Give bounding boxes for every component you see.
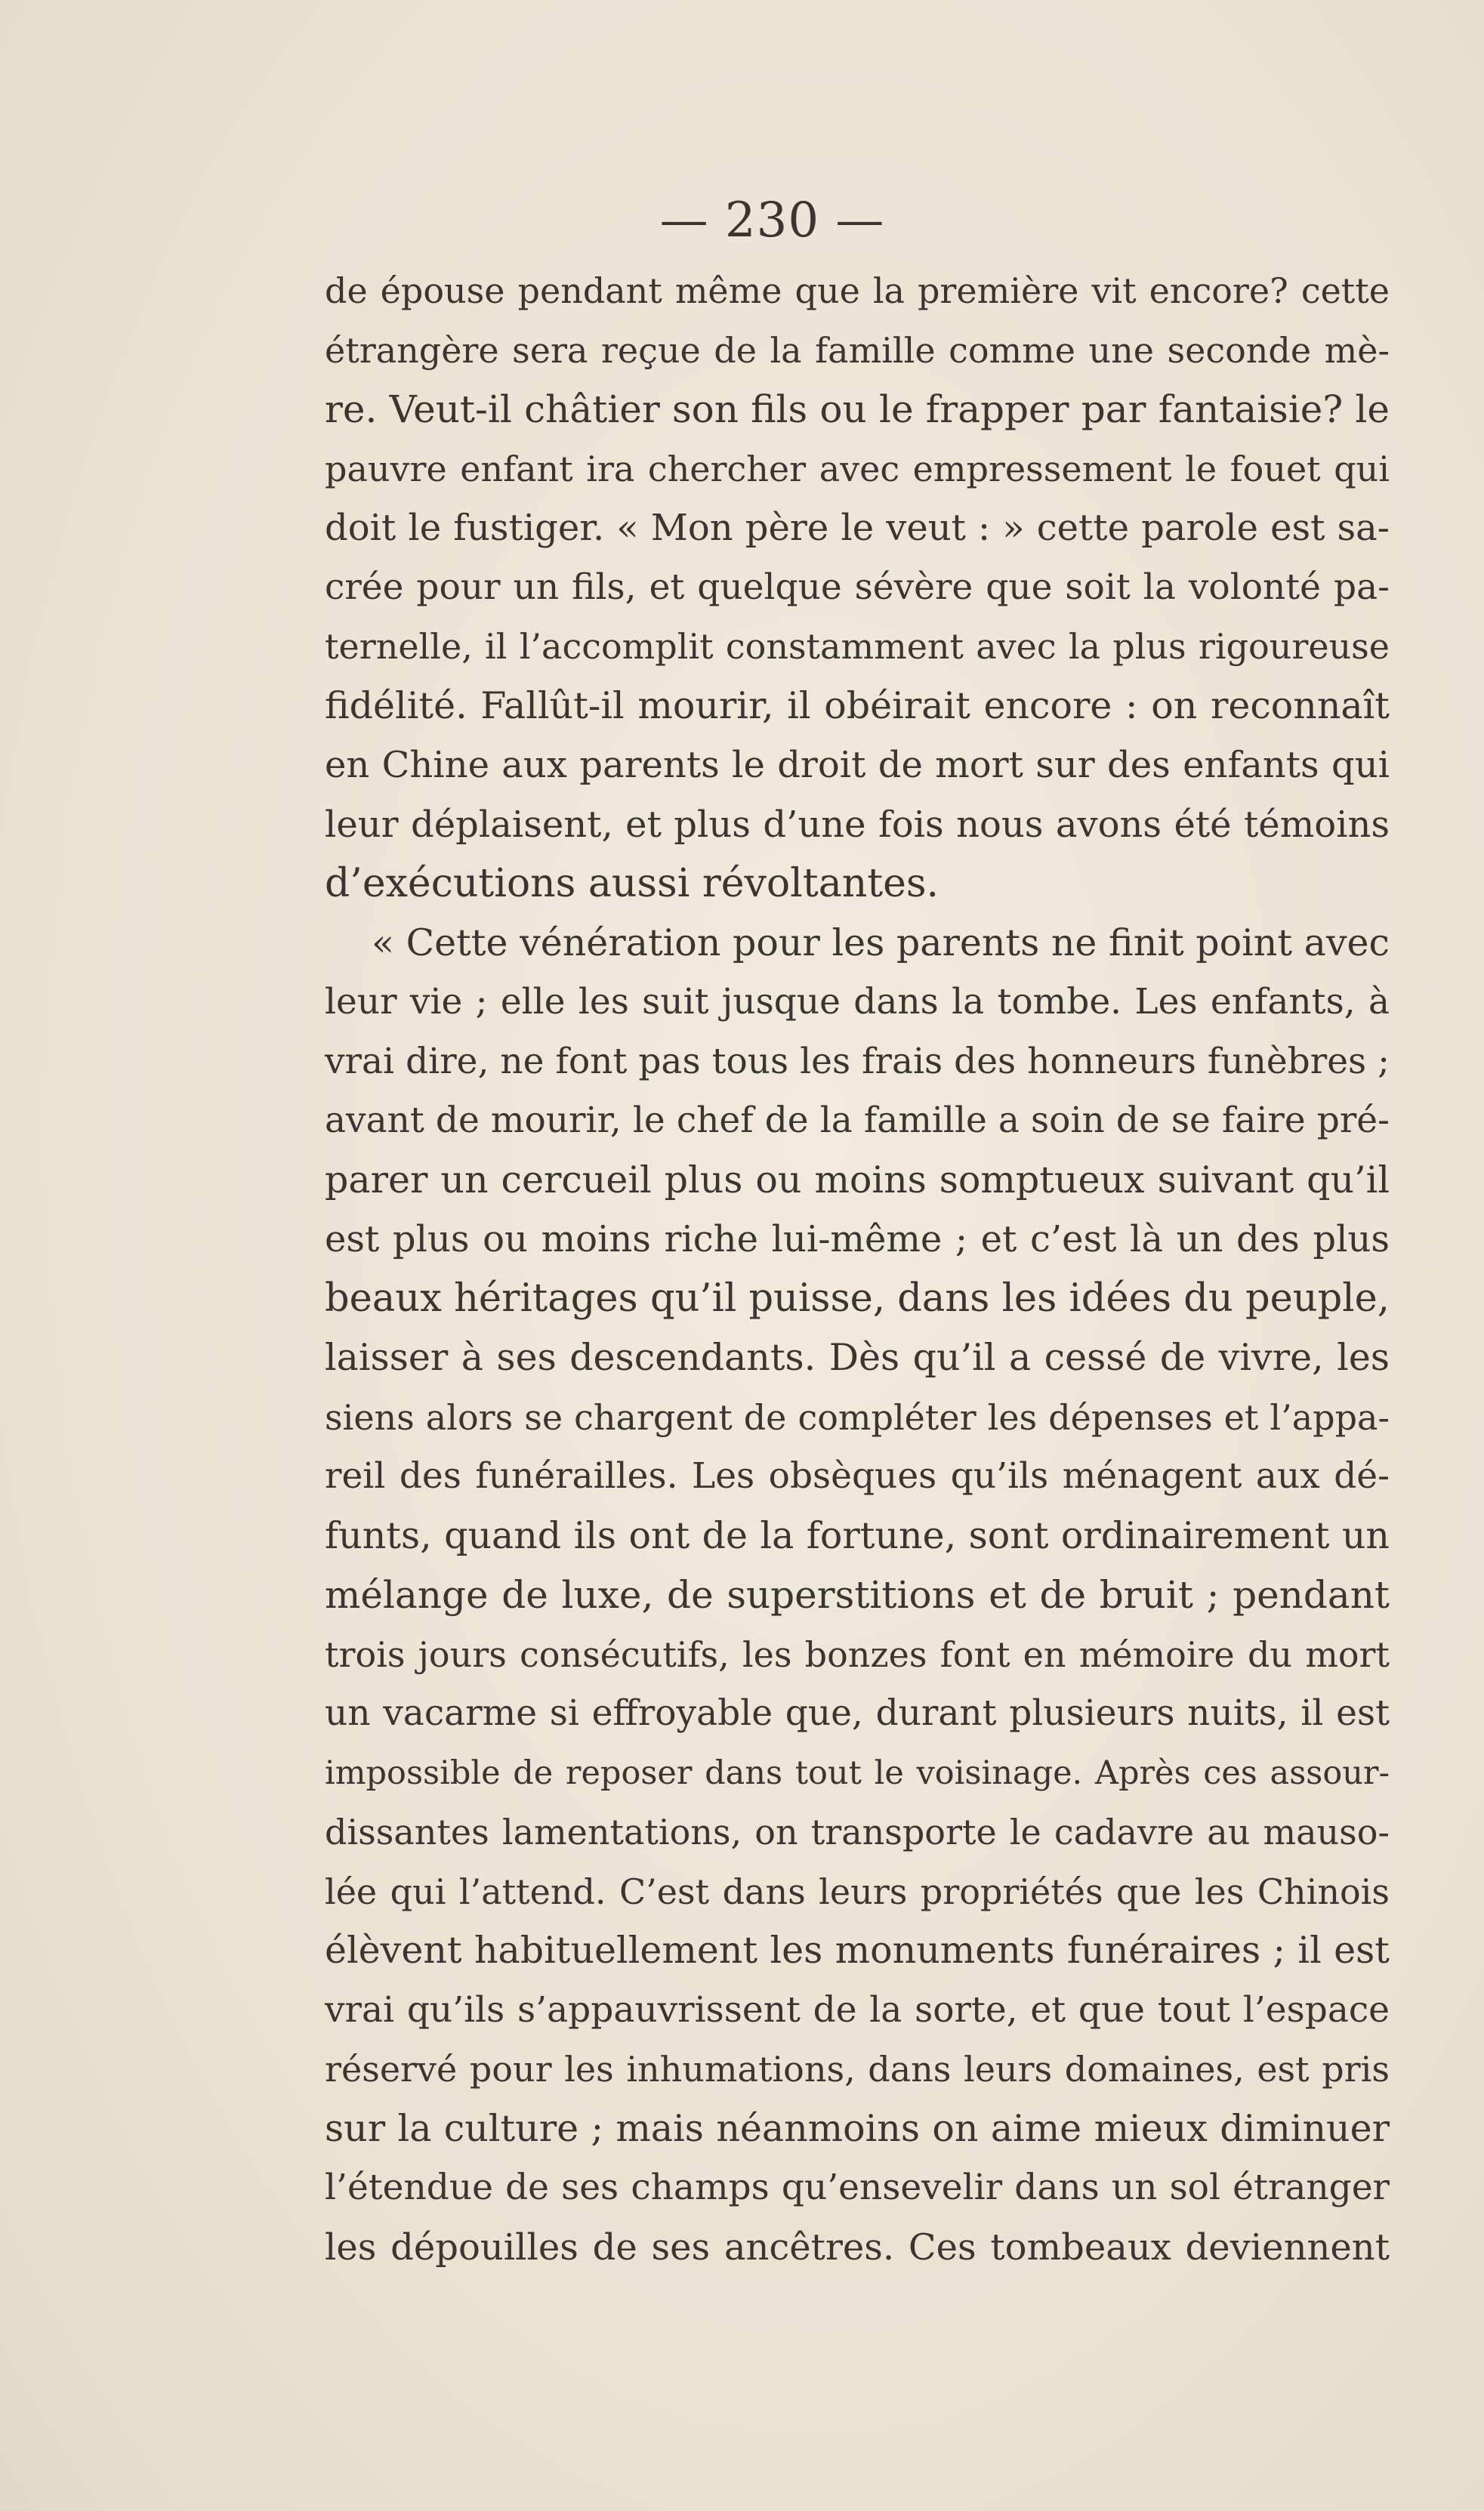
text-line: vrai dire, ne font pas tous les frais des honneurs funèbres ;: [325, 1040, 1390, 1082]
body-text: [325, 261, 1390, 2277]
text-line: sur la culture ; mais néanmoins on aime mieux diminuer: [325, 2106, 1390, 2150]
text-line: un vacarme si effroyable que, durant plusieurs nuits, il est: [325, 1692, 1390, 1734]
text-line: laisser à ses descendants. Dès qu’il a cessé de vivre, les: [325, 1336, 1390, 1379]
text-line: de épouse pendant même que la première vit encore? cette: [325, 270, 1390, 311]
text-line: impossible de reposer dans tout le voisinage. Après ces assour-: [325, 1754, 1390, 1792]
text-line: réservé pour les inhumations, dans leurs domaines, est pris: [325, 2049, 1390, 2090]
text-line: élèvent habituellement les monuments funéraires ; il est: [325, 1929, 1390, 1972]
paragraph-start-line: « Cette vénération pour les parents ne finit point avec: [372, 921, 1390, 964]
text-line: en Chine aux parents le droit de mort sur des enfants qui: [325, 744, 1390, 786]
text-line: trois jours consécutifs, les bonzes font en mémoire du mort: [325, 1633, 1390, 1675]
text-line: mélange de luxe, de superstitions et de bruit ; pendant: [325, 1573, 1390, 1617]
text-line: dissantes lamentations, on transporte le cadavre au mauso-: [325, 1812, 1390, 1852]
text-line: est plus ou moins riche lui-même ; et c’est là un des plus: [325, 1218, 1390, 1260]
text-line: lée qui l’attend. C’est dans leurs propriétés que les Chinois: [325, 1871, 1390, 1912]
text-line: étrangère sera reçue de la famille comme une seconde mè-: [325, 329, 1390, 371]
text-line: parer un cercueil plus ou moins somptueux suivant qu’il: [325, 1158, 1390, 1202]
text-line: pauvre enfant ira chercher avec empressement le fouet qui: [325, 448, 1390, 489]
text-line: l’étendue de ses champs qu’ensevelir dans un sol étranger: [325, 2167, 1390, 2208]
text-line: re. Veut-il châtier son fils ou le frapper par fantaisie? le: [325, 387, 1390, 431]
text-line: fidélité. Fallût-il mourir, il obéirait encore : on reconnaît: [325, 683, 1390, 727]
text-line: les dépouilles de ses ancêtres. Ces tombeaux deviennent: [325, 2226, 1390, 2269]
text-line: siens alors se chargent de compléter les dépenses et l’appa-: [325, 1396, 1390, 1438]
text-line: reil des funérailles. Les obsèques qu’ils ménagent aux dé-: [325, 1455, 1390, 1497]
text-line: ternelle, il l’accomplit constamment avec la plus rigoureuse: [325, 626, 1390, 667]
text-line: leur déplaisent, et plus d’une fois nous avons été témoins: [325, 803, 1390, 846]
text-line: vrai qu’ils s’appauvrissent de la sorte, et que tout l’espace: [325, 1988, 1390, 2031]
text-line: funts, quand ils ont de la fortune, sont ordinairement un: [325, 1513, 1390, 1557]
text-line: avant de mourir, le chef de la famille a soin de se faire pré-: [325, 1100, 1390, 1141]
text-line: d’exécutions aussi révoltantes.: [325, 861, 939, 906]
text-line: doit le fustiger. « Mon père le veut : » cette parole est sa-: [325, 507, 1390, 549]
page-number: — 230 —: [659, 193, 885, 248]
text-line: beaux héritages qu’il puisse, dans les idées du peuple,: [325, 1276, 1390, 1321]
text-line: leur vie ; elle les suit jusque dans la tombe. Les enfants, à: [325, 981, 1390, 1023]
text-line: crée pour un fils, et quelque sévère que soit la volonté pa-: [325, 566, 1390, 608]
